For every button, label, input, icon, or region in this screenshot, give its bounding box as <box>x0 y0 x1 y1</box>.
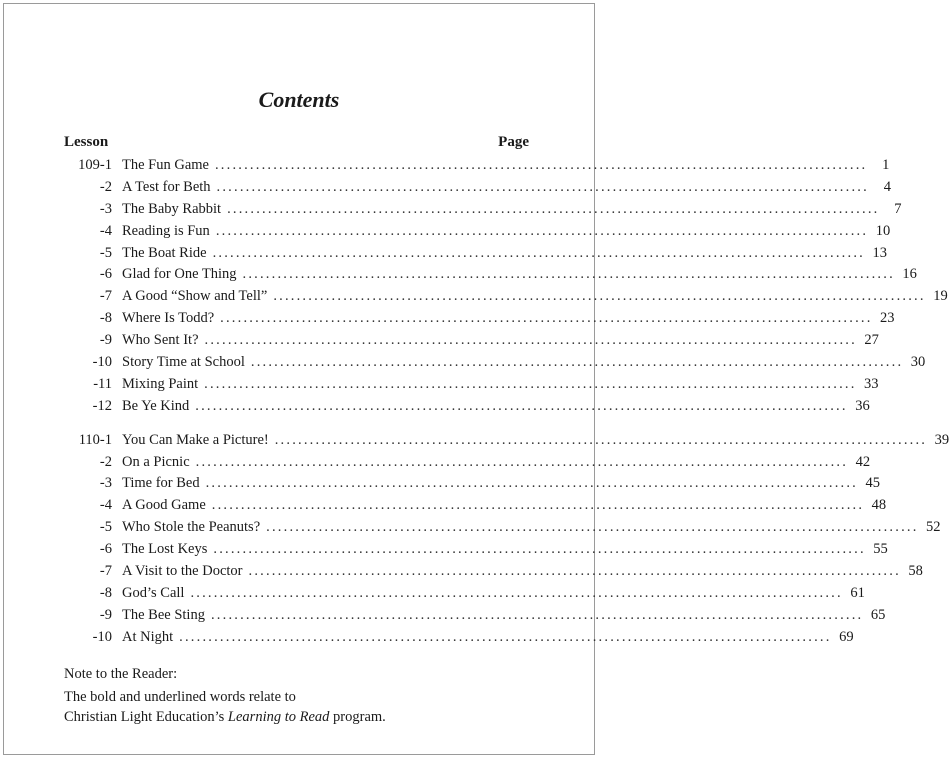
lesson-number: -8 <box>99 310 112 327</box>
lesson-title: Who Sent It? <box>122 332 199 349</box>
toc-entry[interactable] <box>64 605 886 627</box>
entry-body <box>122 627 854 649</box>
toc-entry[interactable] <box>64 539 888 561</box>
toc-entry[interactable] <box>64 330 879 352</box>
lesson-title: A Test for Beth <box>122 178 211 195</box>
page-number: 52 <box>926 519 941 536</box>
dot-leader: ................................................................................................................ <box>213 541 866 558</box>
lesson-number: -3 <box>99 200 112 217</box>
toc-entry[interactable] <box>64 561 923 583</box>
note-heading: Note to the Reader: <box>64 666 178 682</box>
toc-entry[interactable] <box>64 177 891 199</box>
lesson-title: Time for Bed <box>122 475 200 492</box>
dot-leader: ................................................................................................................ <box>179 628 832 645</box>
lesson-title: On a Picnic <box>122 453 190 470</box>
toc-entry[interactable] <box>64 396 870 418</box>
dot-leader: ................................................................................................................ <box>210 606 864 623</box>
entry-body <box>122 396 870 418</box>
entry-body <box>122 264 917 286</box>
lesson-title: A Good Game <box>122 497 206 514</box>
page-number: 69 <box>839 628 854 645</box>
dot-leader: ................................................................................................................ <box>220 310 873 327</box>
entry-body <box>122 452 871 474</box>
page-number: 16 <box>902 266 917 283</box>
lesson-title: Reading is Fun <box>122 222 210 239</box>
dot-leader: ................................................................................................................ <box>266 519 919 536</box>
entry-body <box>122 330 879 352</box>
lesson-title: You Can Make a Picture! <box>122 431 269 448</box>
lesson-number: -7 <box>99 288 112 305</box>
dot-leader: ................................................................................................................ <box>205 475 859 492</box>
lesson-number: -8 <box>99 584 112 601</box>
toc-entry[interactable] <box>64 430 949 452</box>
lesson-title: The Fun Game <box>122 157 209 173</box>
dot-leader: ................................................................................................................ <box>195 453 849 470</box>
page-number: 4 <box>883 178 891 195</box>
entry-body <box>122 243 887 265</box>
entry-body <box>122 221 891 243</box>
entry-body <box>122 352 926 374</box>
lesson-number: 110-1 <box>78 431 112 448</box>
toc-entry[interactable] <box>64 286 948 308</box>
document-page <box>3 3 949 755</box>
entry-body <box>122 308 895 330</box>
lesson-number: -6 <box>99 266 112 283</box>
dot-leader: ................................................................................................................ <box>195 397 848 414</box>
lesson-title: At Night <box>122 628 174 645</box>
lesson-title: Be Ye Kind <box>122 397 190 414</box>
page-number: 39 <box>934 431 949 448</box>
note-line-2-prefix: Christian Light Education’s <box>64 709 228 725</box>
page-number: 42 <box>855 453 871 470</box>
program-name: Learning to Read <box>227 709 330 725</box>
lesson-number: -3 <box>99 475 112 492</box>
entry-body <box>122 605 886 627</box>
lesson-title: The Baby Rabbit <box>122 200 222 217</box>
toc-entry[interactable] <box>64 452 871 474</box>
lesson-title: The Lost Keys <box>122 541 208 558</box>
entry-body <box>122 517 941 539</box>
lesson-title: The Bee Sting <box>122 606 205 623</box>
lesson-title: God’s Call <box>122 584 185 601</box>
lesson-number: 109-1 <box>78 157 112 173</box>
toc-entry[interactable] <box>64 243 887 265</box>
note-to-reader <box>64 664 544 727</box>
entry-body <box>122 155 890 177</box>
entry-body <box>122 539 888 561</box>
toc-entry[interactable] <box>64 374 879 396</box>
lesson-number: -5 <box>99 519 112 536</box>
lesson-title: The Boat Ride <box>122 244 207 261</box>
note-line-1: The bold and underlined words relate to <box>64 689 296 705</box>
entry-body <box>122 473 881 495</box>
note-line-2-suffix: program. <box>329 709 386 725</box>
page-number: 13 <box>872 244 887 261</box>
lesson-number: -9 <box>99 606 112 623</box>
toc-entry[interactable] <box>64 199 902 221</box>
dot-leader: ................................................................................................................ <box>204 375 857 392</box>
toc-entry[interactable] <box>64 627 854 649</box>
column-headers <box>64 134 529 154</box>
entry-body <box>122 374 879 396</box>
lesson-number: -2 <box>99 178 112 195</box>
page-number: 7 <box>894 200 902 217</box>
lesson-column-header: Lesson <box>64 134 109 150</box>
lesson-number: -11 <box>93 375 112 392</box>
table-of-contents <box>64 155 949 649</box>
entry-body <box>122 583 865 605</box>
toc-entry[interactable] <box>64 352 926 374</box>
toc-entry[interactable] <box>64 495 887 517</box>
lesson-number: -6 <box>99 541 112 558</box>
dot-leader: ................................................................................................................ <box>273 288 926 305</box>
lesson-number: -4 <box>99 222 112 239</box>
lesson-number: -12 <box>92 397 112 414</box>
page-number: 1 <box>882 157 890 173</box>
dot-leader: ................................................................................................................ <box>242 266 895 283</box>
page-number: 30 <box>910 354 926 371</box>
dot-leader: ................................................................................................................ <box>214 157 868 173</box>
entry-body <box>122 199 902 221</box>
toc-entry[interactable] <box>64 221 891 243</box>
toc-entry[interactable] <box>64 473 881 495</box>
dot-leader: ................................................................................................................ <box>190 584 843 601</box>
page-number: 65 <box>870 606 886 623</box>
entry-body <box>122 430 949 452</box>
lesson-number: -2 <box>99 453 112 470</box>
page-number: 33 <box>864 375 879 392</box>
dot-leader: ................................................................................................................ <box>215 222 869 239</box>
lesson-number: -5 <box>99 244 112 261</box>
page-number: 48 <box>871 497 887 514</box>
page-number: 10 <box>875 222 891 239</box>
dot-leader: ................................................................................................................ <box>211 497 865 514</box>
page-number: 36 <box>855 397 870 414</box>
lesson-number: -7 <box>99 563 112 580</box>
page-number: 58 <box>908 563 923 580</box>
note-line-2 <box>64 707 544 727</box>
page-number: 19 <box>933 288 948 305</box>
toc-entry[interactable] <box>64 583 865 605</box>
entry-body <box>122 561 923 583</box>
dot-leader: ................................................................................................................ <box>227 200 880 217</box>
lesson-title: Story Time at School <box>122 354 245 371</box>
dot-leader: ................................................................................................................ <box>204 332 857 349</box>
lesson-number: -4 <box>99 497 112 514</box>
lesson-title: Mixing Paint <box>122 375 199 392</box>
lesson-title: Who Stole the Peanuts? <box>122 519 261 536</box>
page-number: 45 <box>865 475 881 492</box>
group-spacer <box>64 418 529 430</box>
lesson-title: A Visit to the Doctor <box>122 563 243 580</box>
dot-leader: ................................................................................................................ <box>274 431 928 448</box>
lesson-number: -9 <box>99 332 112 349</box>
toc-entry[interactable] <box>64 155 890 177</box>
page-title: Contents <box>258 87 340 112</box>
lesson-number: -10 <box>92 628 112 645</box>
page-number: 27 <box>864 332 879 349</box>
page-number: 23 <box>880 310 895 327</box>
dot-leader: ................................................................................................................ <box>212 244 865 261</box>
dot-leader: ................................................................................................................ <box>216 178 869 195</box>
lesson-title: Where Is Todd? <box>122 310 215 327</box>
page-number: 55 <box>873 541 888 558</box>
entry-body <box>122 495 887 517</box>
page-column-header: Page <box>498 134 529 150</box>
lesson-title: Glad for One Thing <box>122 266 237 283</box>
toc-entry[interactable] <box>64 517 941 539</box>
lesson-title: A Good “Show and Tell” <box>122 288 268 305</box>
entry-body <box>122 286 948 308</box>
entry-body <box>122 177 891 199</box>
dot-leader: ................................................................................................................ <box>250 354 904 371</box>
toc-entry[interactable] <box>64 308 895 330</box>
toc-entry[interactable] <box>64 264 917 286</box>
page-number: 61 <box>850 584 865 601</box>
lesson-number: -10 <box>92 354 112 371</box>
dot-leader: ................................................................................................................ <box>248 563 901 580</box>
